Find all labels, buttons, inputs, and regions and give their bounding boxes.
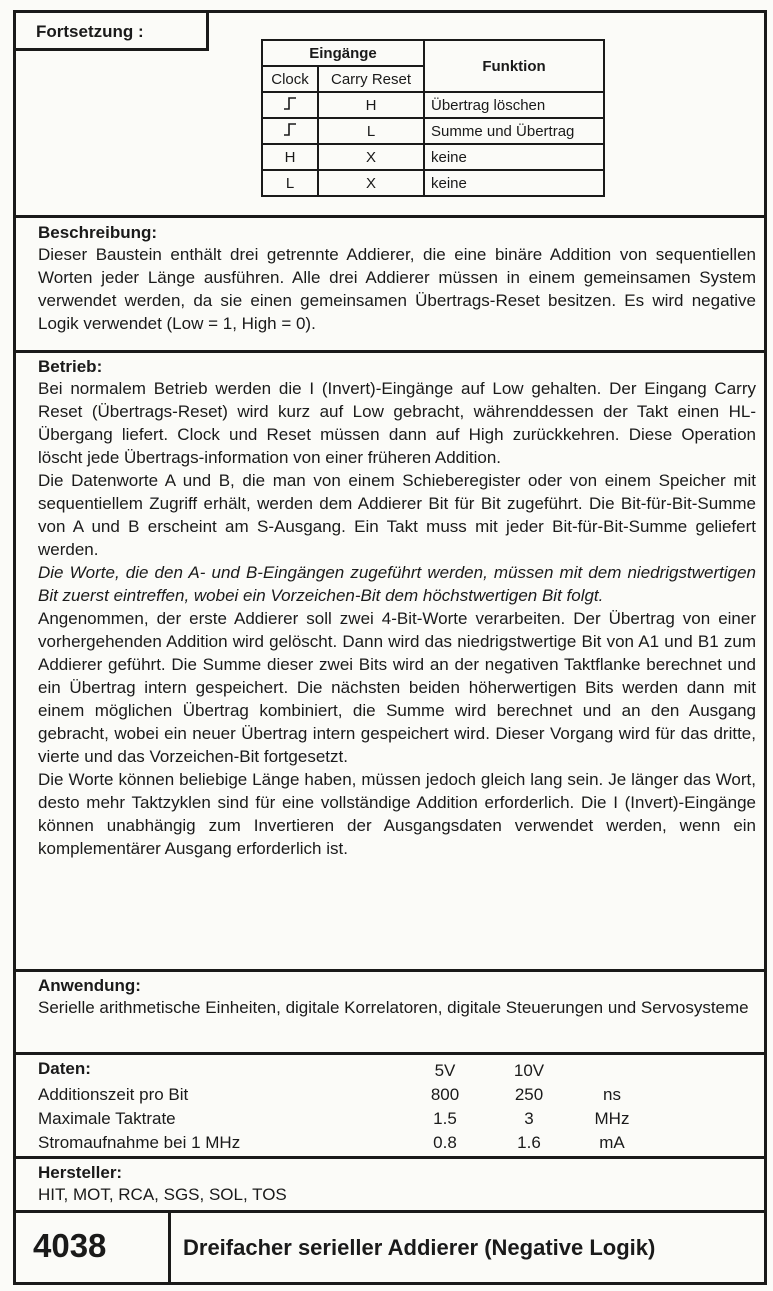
operation-paragraph-italic: Die Worte, die den A- und B-Eingängen zugeführt werden, müssen mit dem niedrigstwertigen Bit zuerst eintreffen, wobei ein Vorzeichen-Bit dem höchstwertigen Bit folgt. xyxy=(38,563,756,605)
data-label: Stromaufnahme bei 1 MHz xyxy=(38,1133,241,1152)
operation-paragraph: Die Datenworte A und B, die man von einem Schieberegister oder von einem Speicher mit sequentiellem Zugriff erhält, werden dem Addierer Bit für Bit zugeführt. Die Bit-für-Bit-Summe von A und B erscheint am S-Ausgang. Ein Takt muss mit jeder Bit-für-Bit-Summe geliefert werden. xyxy=(38,471,756,559)
inputs-header: Eingänge xyxy=(262,40,424,66)
function-cell: keine xyxy=(424,170,604,196)
continuation-label: Fortsetzung : xyxy=(16,13,209,51)
data-value-10v: 3 xyxy=(524,1109,534,1128)
data-section xyxy=(16,1055,764,1159)
carry-reset-header: Carry Reset xyxy=(318,66,424,92)
description-heading: Beschreibung: xyxy=(38,223,158,242)
operation-paragraph: Bei normalem Betrieb werden die I (Invert)-Eingänge auf Low gehalten. Der Eingang Carry Reset (Übertrags-Reset) wird kurz auf Low gebracht, währenddessen der Takt einen HL-Übergang liefert. Clock und Reset müssen dann auf High zurückkehren. Diese Operation löscht jede Übertrags-information von einer früheren Addition. xyxy=(38,379,756,467)
truth-table xyxy=(261,39,605,197)
manufacturer-heading: Hersteller: xyxy=(38,1163,123,1182)
data-label: Additionszeit pro Bit xyxy=(38,1085,189,1104)
application-text: Serielle arithmetische Einheiten, digitale Korrelatoren, digitale Steuerungen und Servosysteme xyxy=(38,998,749,1017)
data-heading: Daten: xyxy=(38,1059,91,1078)
reset-cell: X xyxy=(318,144,424,170)
application-section xyxy=(16,972,764,1055)
data-label: Maximale Taktrate xyxy=(38,1109,176,1128)
clock-rising-edge-icon xyxy=(262,118,318,144)
clock-header: Clock xyxy=(262,66,318,92)
data-value-5v: 0.8 xyxy=(433,1133,457,1152)
operation-section xyxy=(16,353,764,972)
data-unit: mA xyxy=(599,1133,625,1152)
footer xyxy=(16,1213,764,1282)
clock-cell: L xyxy=(262,170,318,196)
operation-paragraph: Die Worte können beliebige Länge haben, müssen jedoch gleich lang sein. Je länger das Wort, desto mehr Taktzyklen sind für eine vollständige Addition erforderlich. Die I (Invert)-Eingänge können unabhängig zum Invertieren der Ausgangsdaten verwendet werden, wenn ein komplementärer Ausgang erforderlich ist. xyxy=(38,770,756,858)
manufacturer-section xyxy=(16,1159,764,1213)
manufacturer-text: HIT, MOT, RCA, SGS, SOL, TOS xyxy=(38,1185,287,1204)
clock-cell: H xyxy=(262,144,318,170)
operation-paragraph: Angenommen, der erste Addierer soll zwei 4-Bit-Worte verarbeiten. Der Übertrag von einer vorhergehenden Addition wird gelöscht. Dann wird das niedrigstwertige Bit von A1 und B1 zum Addierer geführt. Die Summe dieser zwei Bits wird an der negativen Taktflanke berechnet und ein Übertrag intern gespeichert. Die nächsten beiden höherwertigen Bits werden dann mit einem möglichen Übertrag kombiniert, die Summe wird berechnet und an den Ausgang gebracht, wobei ein neuer Übertrag intern gespeichert wird. Dieser Vorgang wird für das dritte, vierte und das Vorzeichen-Bit fortgesetzt. xyxy=(38,609,756,766)
table-row xyxy=(262,118,604,144)
table-row xyxy=(262,144,604,170)
function-header: Funktion xyxy=(424,40,604,92)
reset-cell: L xyxy=(318,118,424,144)
application-heading: Anwendung: xyxy=(38,976,141,995)
col-10v-header: 10V xyxy=(513,1061,545,1080)
datasheet-page xyxy=(13,10,767,1285)
function-cell: Übertrag löschen xyxy=(424,92,604,118)
data-value-5v: 800 xyxy=(430,1085,460,1104)
data-unit: MHz xyxy=(594,1109,630,1128)
data-value-5v: 1.5 xyxy=(433,1109,457,1128)
operation-heading: Betrieb: xyxy=(38,357,103,376)
table-row xyxy=(262,92,604,118)
table-row xyxy=(262,170,604,196)
clock-rising-edge-icon xyxy=(262,92,318,118)
truth-table-section xyxy=(16,13,764,218)
part-title: Dreifacher serieller Addierer (Negative Logik) xyxy=(183,1235,656,1260)
col-5v-header: 5V xyxy=(434,1061,456,1080)
data-unit: ns xyxy=(603,1085,621,1104)
function-cell: keine xyxy=(424,144,604,170)
part-number: 4038 xyxy=(16,1213,171,1282)
data-value-10v: 1.6 xyxy=(517,1133,541,1152)
description-section xyxy=(16,218,764,353)
description-text: Dieser Baustein enthält drei getrennte Addierer, die eine binäre Addition von sequentiellen Worten jeder Länge ausführen. Alle drei Addierer müssen in einem gemeinsamen System verwendet werden, da sie einen gemeinsamen Übertrags-Reset besitzen. Es wird negative Logik verwendet (Low = 1, High = 0). xyxy=(38,245,756,333)
reset-cell: X xyxy=(318,170,424,196)
data-value-10v: 250 xyxy=(514,1085,544,1104)
reset-cell: H xyxy=(318,92,424,118)
function-cell: Summe und Übertrag xyxy=(424,118,604,144)
